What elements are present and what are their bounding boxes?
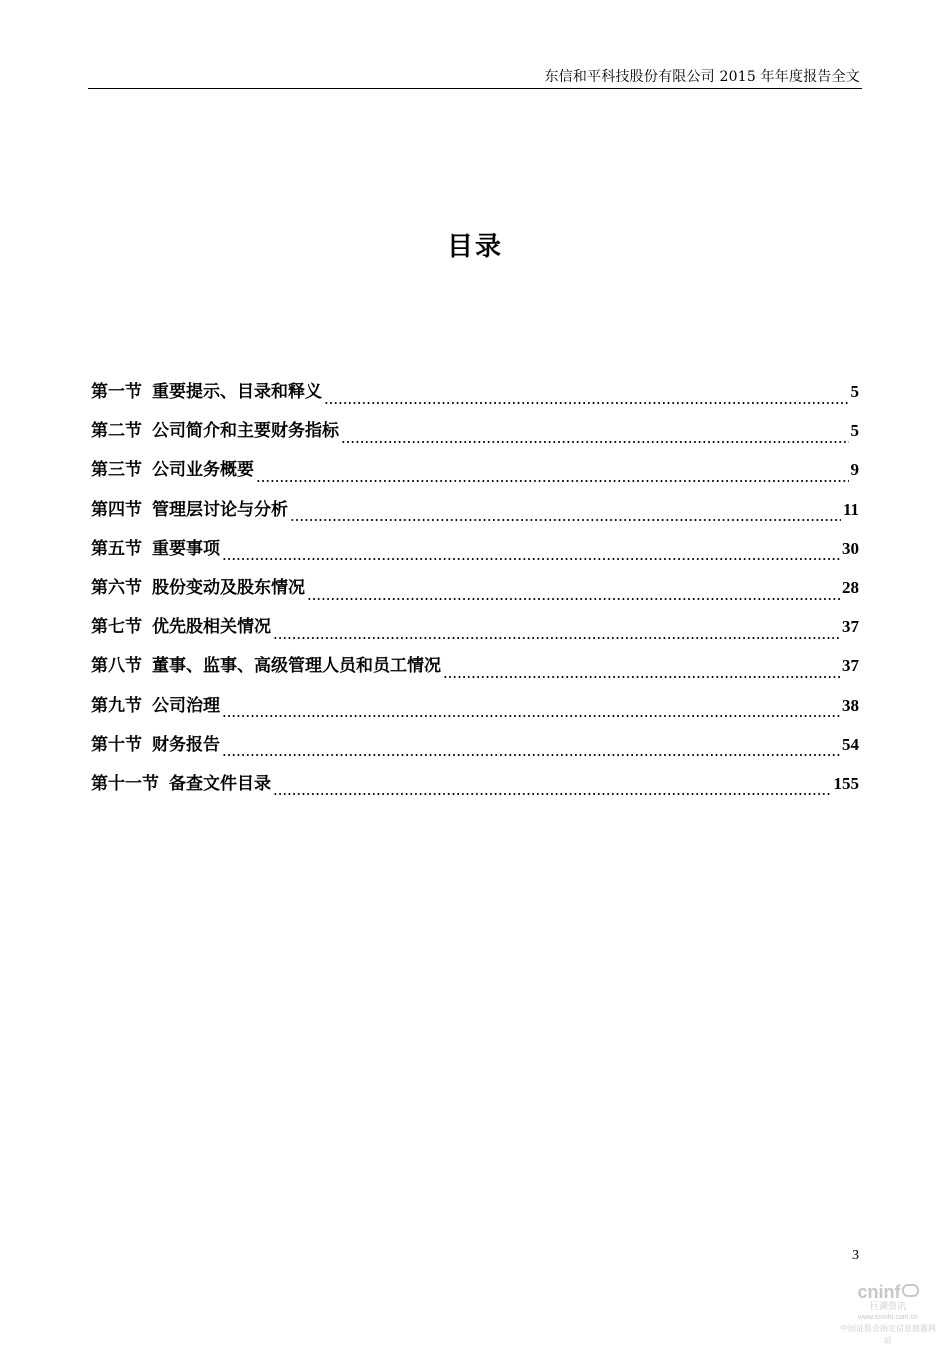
- toc-leader-dots: [307, 596, 840, 602]
- toc-page: 54: [842, 734, 859, 754]
- page-header: [88, 62, 862, 89]
- watermark: [838, 1283, 938, 1347]
- toc-entry[interactable]: [91, 731, 859, 770]
- toc-page: 5: [850, 382, 859, 401]
- toc-leader-dots: [256, 478, 849, 484]
- toc-section: 第一节: [91, 382, 142, 402]
- toc-entry[interactable]: [91, 456, 859, 495]
- toc-page: 30: [842, 538, 859, 558]
- toc-title: 公司治理: [152, 695, 220, 716]
- toc-page: 5: [850, 421, 859, 441]
- logo-swoosh-icon: [902, 1284, 919, 1297]
- toc-leader-dots: [341, 439, 849, 445]
- toc-page: 155: [833, 773, 859, 793]
- toc-section: 第二节: [91, 421, 142, 442]
- toc-leader-dots: [222, 713, 840, 719]
- toc-leader-dots: [290, 517, 841, 523]
- toc-page: 11: [842, 499, 859, 519]
- toc-title: 管理层讨论与分析: [152, 499, 288, 520]
- toc-entry[interactable]: [91, 417, 859, 456]
- toc-entry[interactable]: [91, 613, 859, 652]
- toc-title: 备查文件目录: [169, 773, 271, 794]
- cninfo-logo: [838, 1283, 938, 1301]
- header-text: 东信和平科技股份有限公司 2015 年年度报告全文: [544, 69, 860, 85]
- toc-page: 38: [842, 695, 859, 715]
- toc-entry[interactable]: [91, 535, 859, 574]
- toc-title: 公司简介和主要财务指标: [152, 421, 339, 442]
- table-of-contents: [91, 378, 859, 809]
- page-title: 目录: [446, 232, 503, 262]
- toc-entry[interactable]: [91, 574, 859, 613]
- toc-leader-dots: [443, 674, 840, 680]
- toc-entry[interactable]: [91, 378, 859, 417]
- toc-section: 第十节: [91, 734, 142, 755]
- toc-leader-dots: [222, 752, 840, 758]
- page-number: 3: [852, 1248, 859, 1263]
- toc-title: 财务报告: [152, 734, 220, 755]
- toc-title: 董事、监事、高级管理人员和员工情况: [152, 656, 441, 677]
- toc-leader-dots: [273, 791, 832, 797]
- watermark-line: 中国证监会指定信息披露网站: [840, 1324, 936, 1345]
- toc-page: 37: [842, 656, 859, 676]
- watermark-subtitle: 巨潮资讯: [869, 1302, 906, 1312]
- toc-section: 第十一节: [91, 773, 159, 794]
- toc-entry[interactable]: [91, 770, 859, 809]
- toc-title: 股份变动及股东情况: [152, 577, 305, 598]
- toc-entry[interactable]: [91, 496, 859, 535]
- toc-title: 重要提示、目录和释义: [152, 382, 322, 402]
- toc-section: 第六节: [91, 577, 142, 598]
- toc-leader-dots: [273, 635, 840, 641]
- toc-entry[interactable]: [91, 692, 859, 731]
- watermark-url: www.cninfo.com.cn: [858, 1314, 918, 1321]
- toc-page: 9: [850, 460, 859, 480]
- toc-section: 第三节: [91, 460, 142, 481]
- toc-title: 公司业务概要: [152, 460, 254, 481]
- toc-section: 第八节: [91, 656, 142, 677]
- toc-page: 37: [842, 617, 859, 637]
- toc-section: 第九节: [91, 695, 142, 716]
- toc-section: 第四节: [91, 499, 142, 520]
- toc-section: 第五节: [91, 538, 142, 559]
- logo-text: cninf: [857, 1282, 901, 1302]
- toc-leader-dots: [222, 556, 840, 562]
- toc-title: 优先股相关情况: [152, 617, 271, 638]
- toc-title: 重要事项: [152, 538, 220, 559]
- toc-page: 28: [842, 577, 859, 597]
- toc-leader-dots: [324, 400, 849, 406]
- toc-entry[interactable]: [91, 652, 859, 691]
- toc-section: 第七节: [91, 617, 142, 638]
